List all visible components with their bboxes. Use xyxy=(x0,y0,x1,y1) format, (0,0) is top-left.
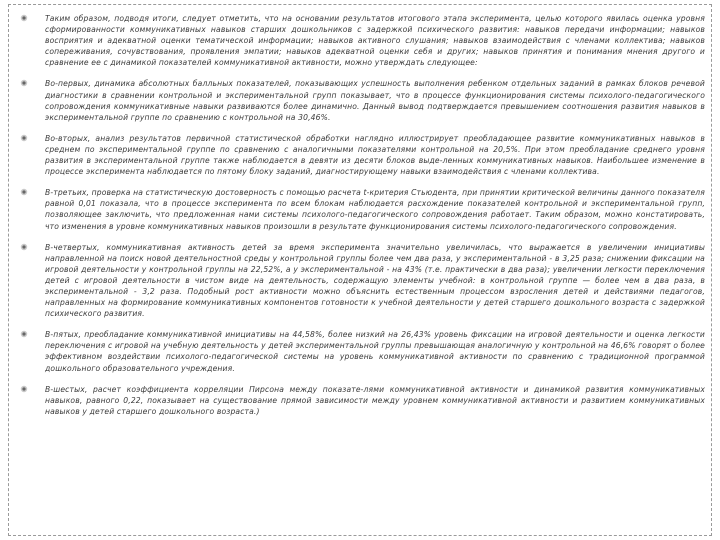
paragraph-list xyxy=(17,13,705,427)
bullet-icon xyxy=(19,242,29,253)
paragraph-text: Во-вторых, анализ результатов первичной статистической обработки наглядно иллюстрирует преобладающее развитие коммуникативных навыков в среднем по экспериментальной группе по сравнению с аналогичными показателями контрольной на 20,5%. При этом преобладание среднего уровня развития в экспериментальной группе также наблюдается в девяти из десяти блоков выде-ленных коммуникативных навыков. Наибольшее изменение в процессе эксперимента наблюдается по пятому блоку заданий, диагностирующему навыки взаимодействия с членами коллектива. xyxy=(45,133,705,177)
paragraph-text: В-пятых, преобладание коммуникативной инициативы на 44,58%, более низкий на 26,43% уровень фиксации на игровой деятельности и оценка легкости переключения с игровой на учебную деятельность у детей экспериментальной группы превышающая аналогичную у контрольной на 46,6% говорят о более эффективном воздействии психолого-педагогической системы на уровень коммуникативной активности по сравнению с традиционной программой дошкольного образовательного учреждения. xyxy=(45,330,705,373)
paragraph-text: В-четвертых, коммуникативная активность детей за время эксперимента значительно увеличилась, что выражается в увеличении инициативы направленной на поиск новой деятельностной среды у контрольной группы более чем два раза, у экспериментальной - в 3,25 раза; снижении фиксации на игровой деятельности у контрольной группы на 22,52%, а у экспериментальной - на 43% (т.е. практически в два раза); увеличении легкости переключения детей с игровой деятельности в чистом виде на деятельность, содержащую элементы учебной: в контрольной группе — более чем в два раза, в экспериментальной - 3,2 раза. Подобный рост активности можно объяснить естественным процессом взросления детей и действиями педагогов, направленных на формирование коммуникативных компонентов готовности к учебной деятельности у детей старшего дошкольного возраста с задержкой психического развития. xyxy=(45,242,705,319)
list-item xyxy=(17,133,705,177)
paragraph-text: В-третьих, проверка на статистическую достоверность с помощью расчета t-критерия Стьюдента, при принятии критической величины данного показателя равной 0,01 показала, что в процессе эксперимента по всем блокам наблюдается расхождение показателей контрольной и экспериментальной групп, позволяющее заключить, что предложенная нами системы психолого-педагогического сопровождения работает. Таким образом, можно констатировать, что изменения в уровне коммуникативных навыков произошли в результате функционирования системы психолого-педагогического сопровождения. xyxy=(45,188,705,231)
bullet-icon xyxy=(19,78,29,89)
list-item xyxy=(17,13,705,68)
list-item xyxy=(17,384,705,417)
list-item xyxy=(17,187,705,231)
bullet-icon xyxy=(19,329,29,340)
bullet-icon xyxy=(19,384,29,395)
document-page xyxy=(8,4,712,536)
bullet-icon xyxy=(19,13,29,24)
list-item xyxy=(17,242,705,320)
list-item xyxy=(17,78,705,122)
list-item xyxy=(17,329,705,373)
bullet-icon xyxy=(19,133,29,144)
paragraph-text: В-шестых, расчет коэффициента корреляции Пирсона между показате-лями коммуникативной активности и динамикой развития коммуникативных навыков, равного 0,22, показывает на существование прямой зависимости между уровнем коммуникативной активности и развитием коммуникативных навыков у детей старшего дошкольного возраста.) xyxy=(45,384,705,416)
paragraph-text: Во-первых, динамика абсолютных балльных показателей, показывающих успешность выполнения ребенком отдельных заданий в рамках блоков речевой диагностики в сравнении контрольной и экспериментальной групп показывает, что в процессе функционирования системы психолого-педагогического сопровождения коммуникативные навыки развиваются более динамично. Данный вывод подтверждается превышением соотношения развития навыков в экспериментальной группе по сравнению с контрольной на 30,46%. xyxy=(45,79,705,122)
paragraph-text: Таким образом, подводя итоги, следует отметить, что на основании результатов итогового этапа эксперимента, целью которого явилась оценка уровня сформированности коммуникативных навыков старших дошкольников с задержкой психического развития: навыков передачи информации; навыков восприятия и адекватной оценки тематической информации; навыков активного слушания; навыков взаимодействия с членами коллектива; навыков сопереживания, сочувствования, проявления эмпатии; навыков адекватной оценки себя и других; навыков принятия и понимания мнения другого и сравнение ее с динамикой показателей коммуникативной активности, можно утверждать следующее: xyxy=(45,14,705,68)
bullet-icon xyxy=(19,187,29,198)
